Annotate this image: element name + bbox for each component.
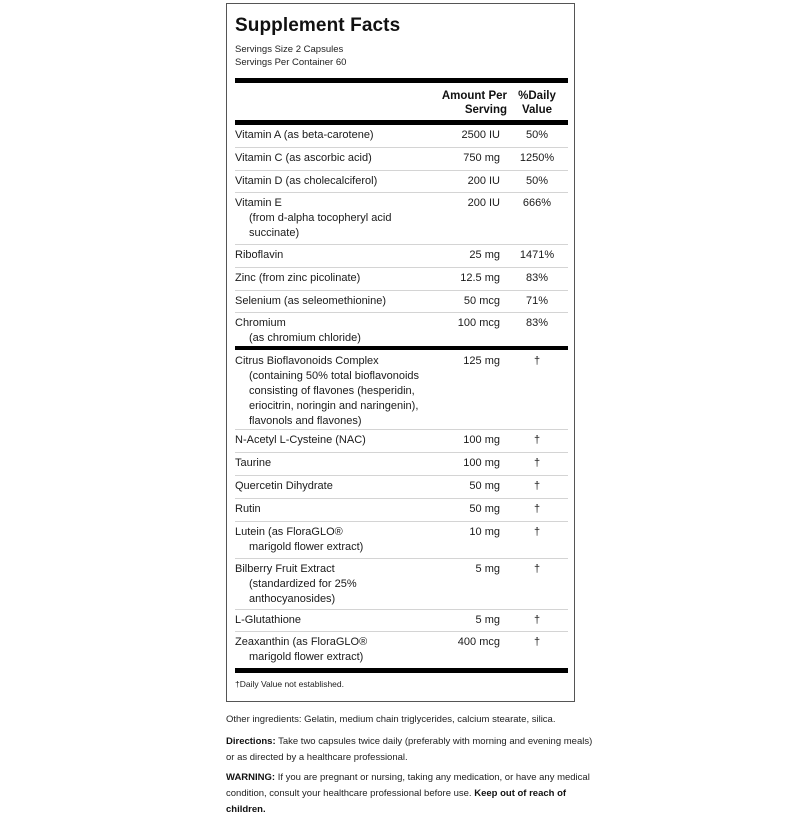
nutrient-row: Vitamin E (from d-alpha tocopheryl acid succinate) 200 IU 666%	[235, 193, 568, 245]
nutrient-row: Vitamin D (as cholecalciferol) 200 IU 50%	[235, 171, 568, 193]
nutrient-row: Selenium (as seleomethionine) 50 mcg 71%	[235, 291, 568, 313]
ingredient-row: Citrus Bioflavonoids Complex (containing 50% total bioflavonoids consisting of flavones (hesperidin, eriocitrin, noringin and naringenin), flavonols and flavones) 125 mg †	[235, 351, 568, 430]
other-ingredients: Other ingredients: Gelatin, medium chain triglycerides, calcium stearate, silica.	[226, 714, 556, 725]
ingredient-row: Zeaxanthin (as FloraGLO® marigold flower extract) 400 mcg †	[235, 636, 541, 663]
ingredient-row: N-Acetyl L-Cysteine (NAC) 100 mg †	[235, 430, 568, 453]
servings-per-container: Servings Per Container 60	[235, 57, 347, 68]
ingredient-row: Lutein (as FloraGLO® marigold flower extract) 10 mg †	[235, 522, 568, 559]
ingredient-row: Quercetin Dihydrate 50 mg †	[235, 476, 568, 499]
thick-divider	[235, 346, 568, 350]
header-daily-value: %Daily Value	[518, 90, 556, 116]
panel-title: Supplement Facts	[235, 15, 401, 36]
nutrient-row: Riboflavin 25 mg 1471%	[235, 245, 568, 268]
ingredient-row: L-Glutathione 5 mg †	[235, 610, 568, 632]
directions: Directions: Take two capsules twice daily (preferably with morning and evening meals) or as directed by a healthcare professional.	[226, 736, 593, 763]
nutrient-row: Zinc (from zinc picolinate) 12.5 mg 83%	[235, 268, 568, 291]
nutrient-row: Chromium (as chromium chloride) 100 mcg 83%	[235, 317, 549, 344]
ingredient-row: Bilberry Fruit Extract (standardized for 25% anthocyanosides) 5 mg †	[235, 559, 568, 610]
supplement-facts-panel	[226, 3, 575, 702]
thick-divider	[235, 78, 568, 83]
footnote: †Daily Value not established.	[235, 679, 344, 689]
ingredient-row: Rutin 50 mg †	[235, 499, 568, 522]
header-amount-per-serving: Amount Per Serving	[441, 90, 507, 116]
serving-size: Servings Size 2 Capsules	[235, 44, 344, 55]
thick-divider	[235, 668, 568, 673]
warning: WARNING: If you are pregnant or nursing, taking any medication, or have any medical condition, consult your healthcare professional before use. Keep out of reach of children.	[226, 772, 590, 815]
nutrient-row: Vitamin C (as ascorbic acid) 750 mg 1250%	[235, 148, 568, 171]
ingredient-row: Taurine 100 mg †	[235, 453, 568, 476]
nutrient-row: Vitamin A (as beta-carotene) 2500 IU 50%	[235, 125, 568, 148]
